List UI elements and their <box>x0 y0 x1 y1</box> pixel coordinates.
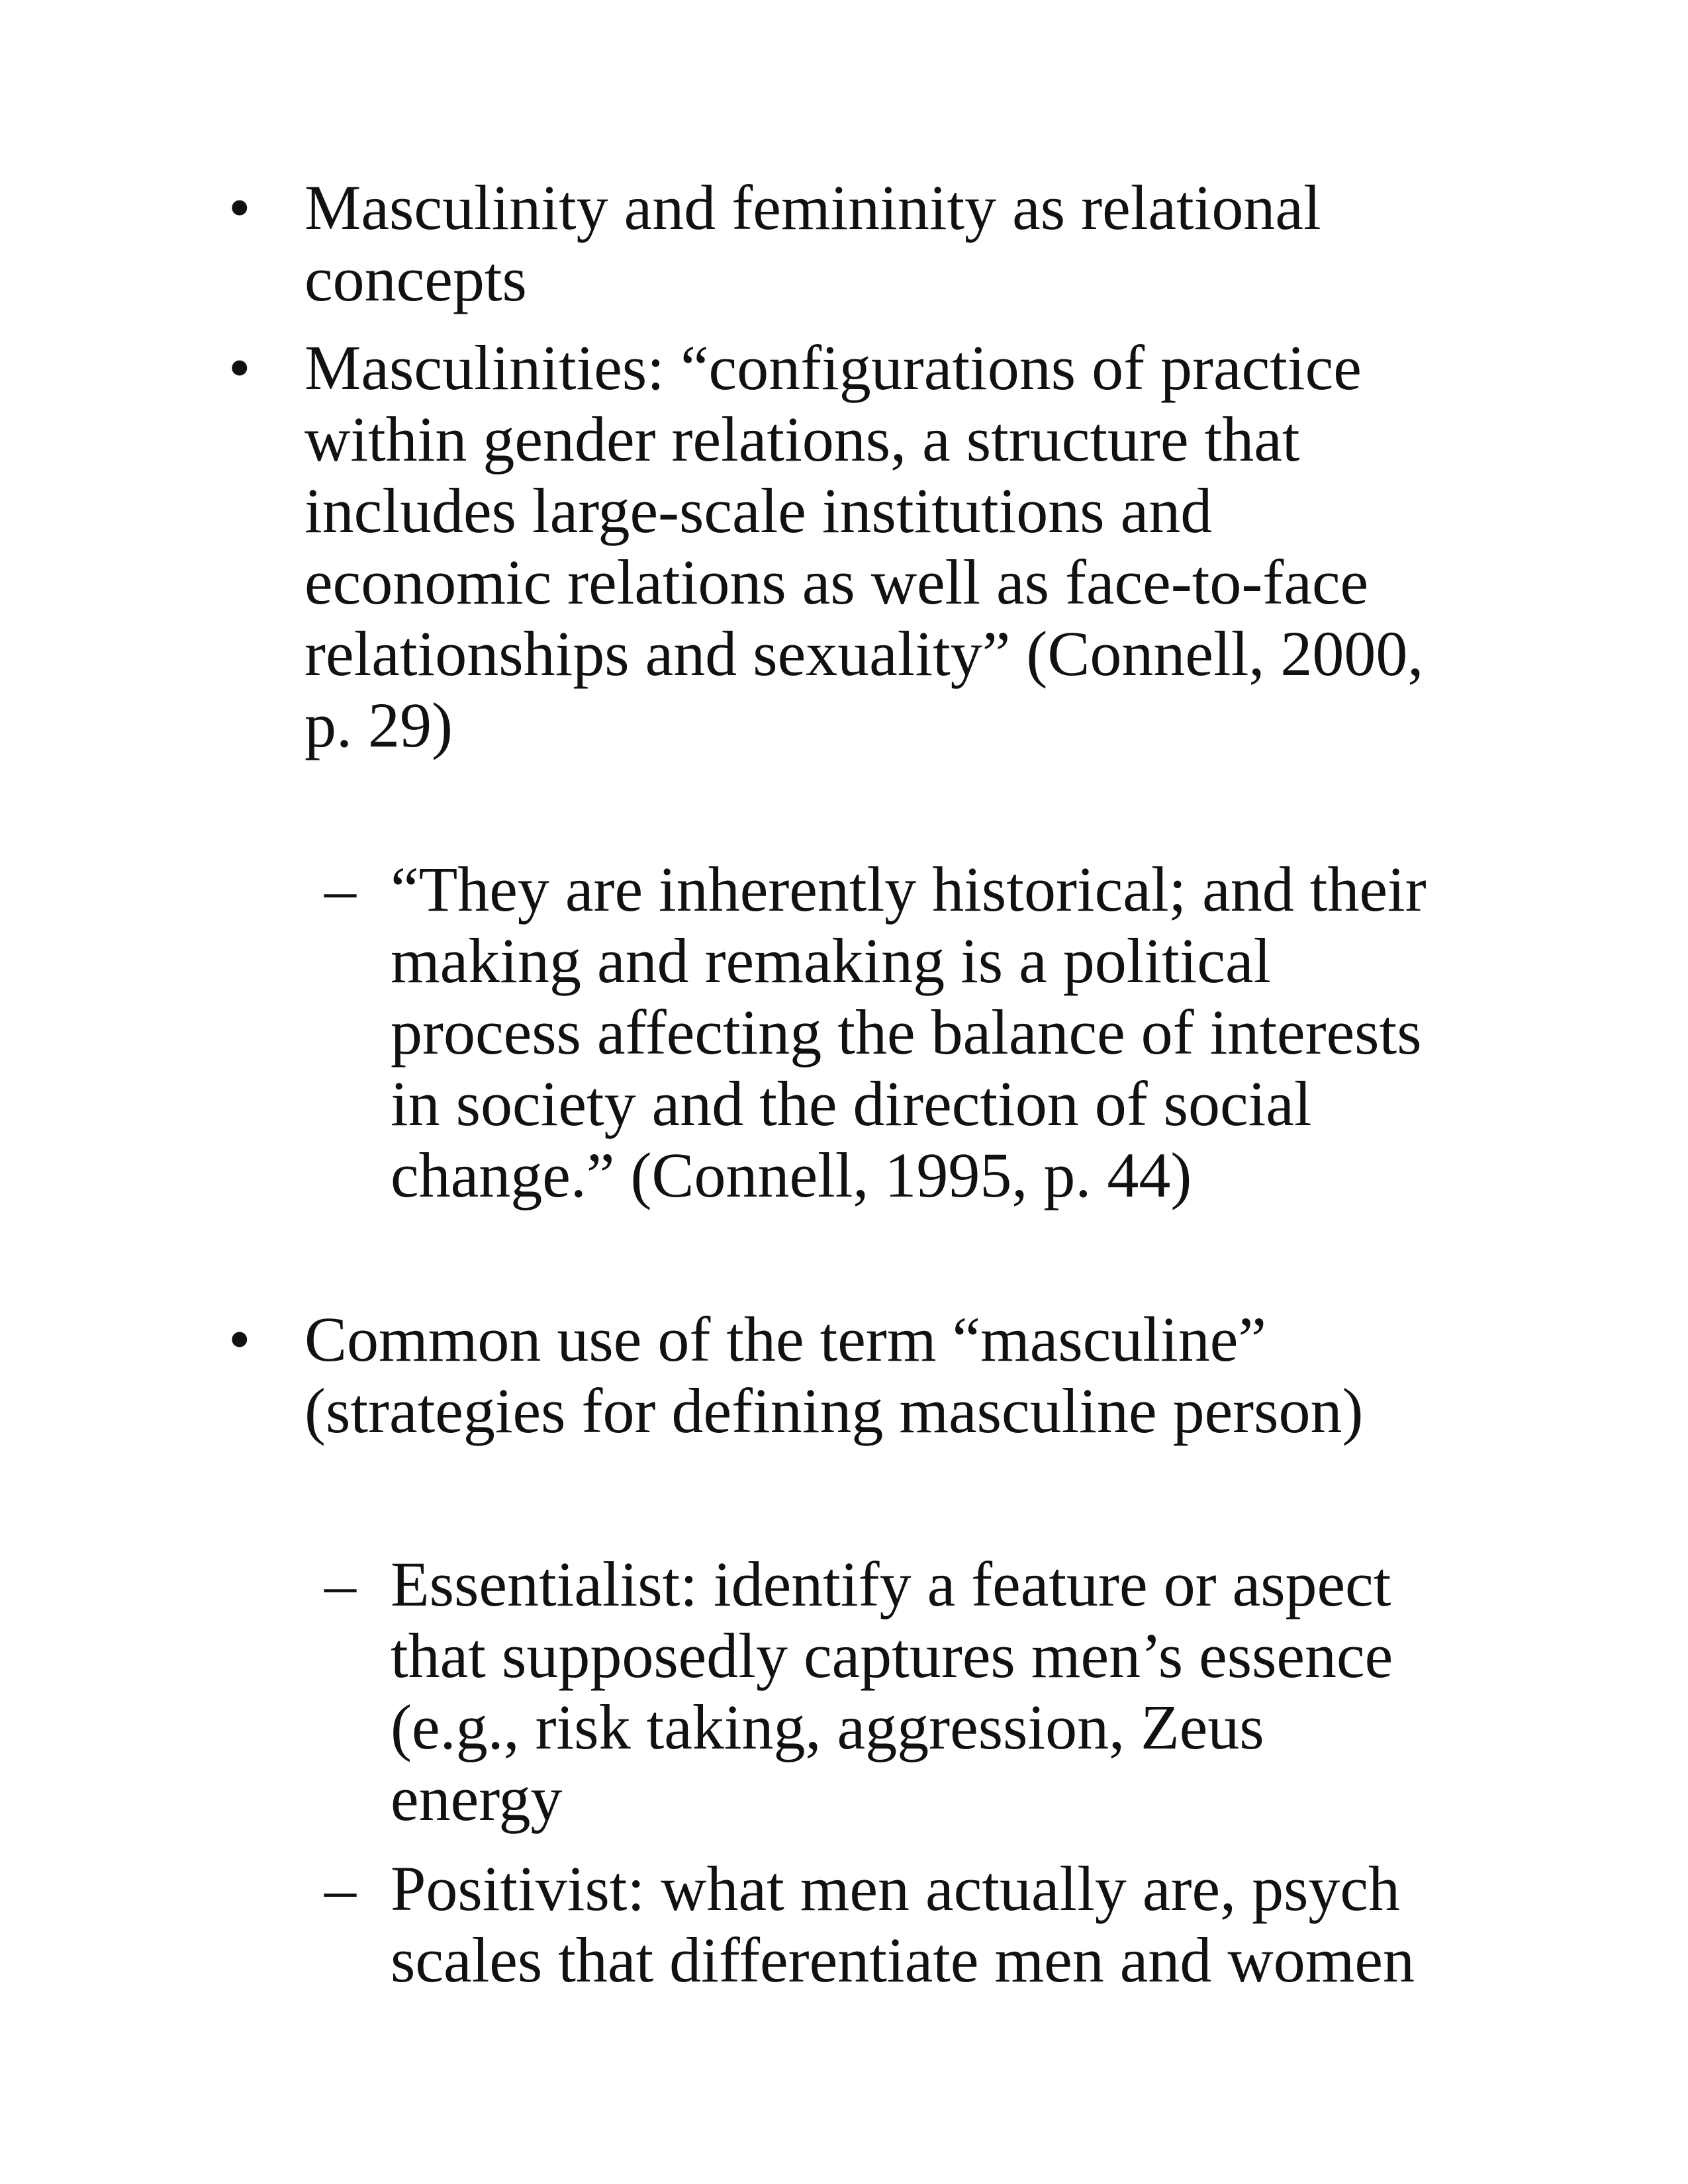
bullet-text: Masculinity and femininity as relational concepts <box>305 172 1321 314</box>
subitem-text: “They are inherently historical; and their making and remaking is a political process affecting the balance of interests in society and the direction of social change.” (Connell, 1995, p. 44) <box>391 854 1427 1210</box>
dash-marker: – <box>324 1853 356 1924</box>
subitem-essentialist <box>324 1549 1648 1835</box>
subitem-text: Essentialist: identify a feature or aspect that supposedly captures men’s essence (e.g., risk taking, aggression, Zeus energy <box>391 1549 1393 1834</box>
bullet-relational-concepts <box>228 172 1595 315</box>
bullet-masculinities-definition <box>228 332 1615 761</box>
bullet-text: Masculinities: “configurations of practice within gender relations, a structure that includes large-scale institutions and economic relations as well as face-to-face relationships and sexuality” (Connell, 2000, p. 29) <box>305 332 1424 760</box>
subitem-positivist <box>324 1853 1648 1996</box>
bullet-marker: • <box>228 172 251 243</box>
subitem-text: Positivist: what men actually are, psych scales that differentiate men and women <box>391 1853 1415 1995</box>
dash-marker: – <box>324 854 356 925</box>
bullet-marker: • <box>228 1304 251 1375</box>
dash-marker: – <box>324 1549 356 1619</box>
bullet-common-use <box>228 1304 1595 1447</box>
subitem-historical-quote <box>324 854 1648 1211</box>
bullet-marker: • <box>228 332 251 403</box>
bullet-text: Common use of the term “masculine” (strategies for defining masculine person) <box>305 1304 1364 1446</box>
